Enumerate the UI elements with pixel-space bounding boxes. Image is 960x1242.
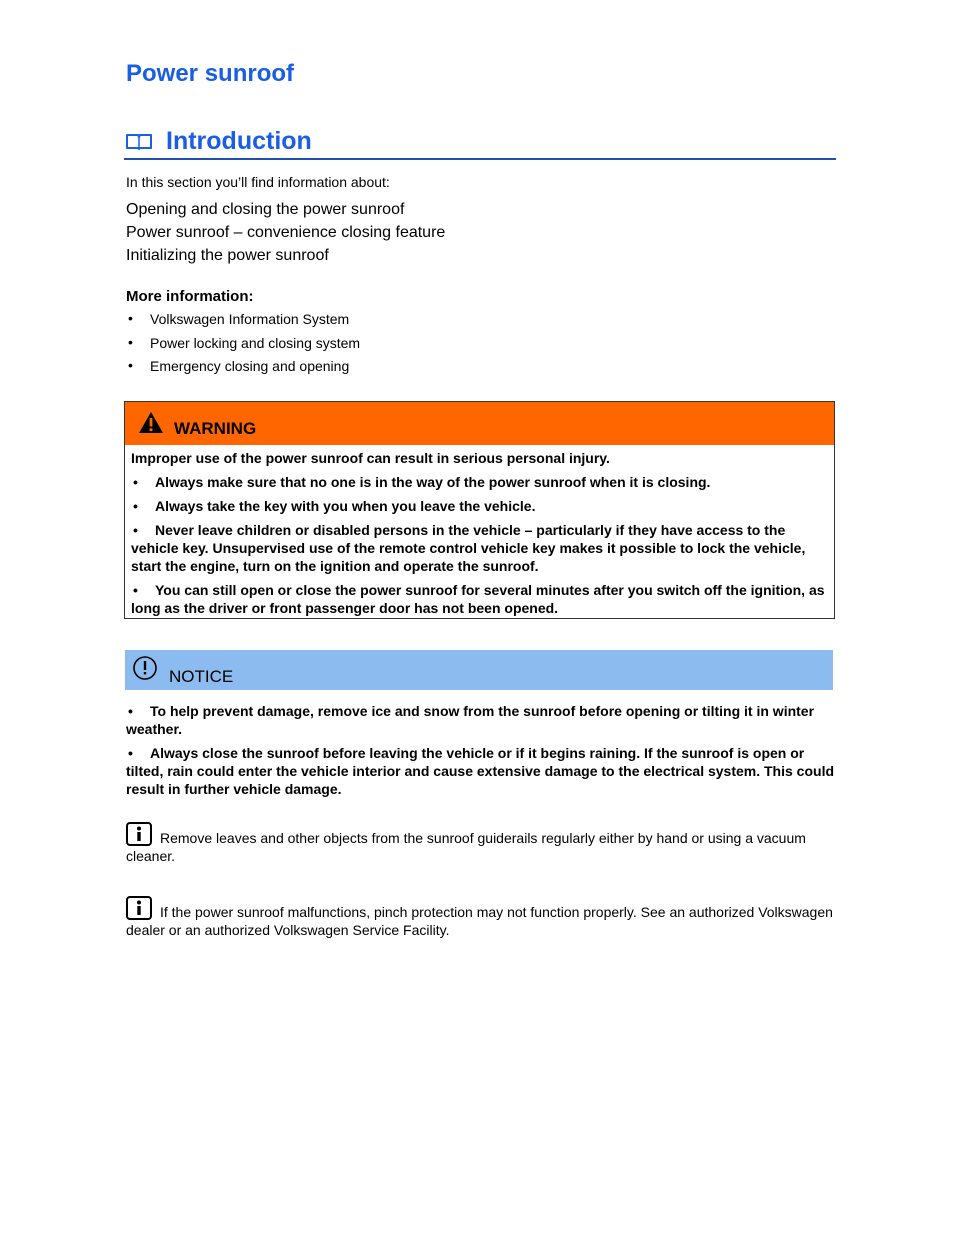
bullet: • [128, 745, 133, 761]
notice-header [125, 650, 833, 690]
info-note [126, 822, 838, 865]
topic-link[interactable]: Opening and closing the power sunroof [126, 201, 405, 218]
warning-header [125, 402, 834, 445]
warning-item-text: Never leave children or disabled persons in the vehicle – particularly if they have access to the vehicle key. Unsupervised use of the remote control vehicle key makes it possible to lock the vehicle, start the engine, turn on the ignition and operate the sunroof. [131, 522, 806, 574]
intro-text: In this section you’ll find information about: [126, 174, 390, 190]
topic-list [126, 198, 445, 267]
bullet: • [128, 703, 133, 719]
bullet: • [128, 310, 133, 326]
exclamation-circle-icon [132, 655, 158, 681]
section-header [124, 126, 836, 160]
section-title: Introduction [166, 127, 312, 155]
topic-link[interactable]: Power sunroof – convenience closing feature [126, 224, 446, 241]
bullet: • [133, 582, 138, 598]
list-item-label: Volkswagen Information System [150, 311, 350, 327]
more-information-list [126, 311, 360, 382]
info-note-text: If the power sunroof malfunctions, pinch protection may not function properly. See an authorized Volkswagen dealer or an authorized Volkswagen Service Facility. [126, 904, 833, 938]
page-title: Power sunroof [126, 60, 295, 87]
notice-item [126, 744, 838, 798]
warning-triangle-icon [138, 411, 164, 434]
topic-link[interactable]: Initializing the power sunroof [126, 247, 329, 264]
warning-item [131, 581, 828, 617]
bullet: • [128, 333, 133, 350]
bullet: • [133, 498, 138, 514]
list-item-label: Power locking and closing system [150, 334, 361, 351]
notice-item-text: To help prevent damage, remove ice and snow from the sunroof before opening or tilting it in winter weather. [126, 703, 815, 737]
more-information-heading: More information: [126, 288, 254, 305]
info-icon [126, 896, 152, 920]
notice-item [126, 702, 838, 738]
bullet: • [133, 522, 138, 538]
list-item[interactable] [126, 358, 360, 382]
bullet: • [133, 474, 138, 490]
warning-item [131, 521, 828, 575]
info-note-text: Remove leaves and other objects from the sunroof guiderails regularly either by hand or using a vacuum cleaner. [126, 830, 806, 864]
list-item-label: Emergency closing and opening [150, 358, 350, 374]
list-item[interactable] [126, 335, 360, 359]
warning-body [125, 445, 834, 617]
warning-item-text: Always make sure that no one is in the way of the power sunroof when it is closing. [155, 474, 711, 490]
warning-item-text: You can still open or close the power sunroof for several minutes after you switch off the ignition, as long as the driver or front passenger door has not been opened. [131, 582, 825, 616]
warning-lead: Improper use of the power sunroof can result in serious personal injury. [131, 450, 610, 466]
list-item[interactable] [126, 311, 360, 335]
bullet: • [128, 357, 133, 373]
warning-title: WARNING [174, 419, 257, 438]
info-note [126, 896, 838, 939]
warning-item [131, 473, 828, 491]
warning-item [131, 497, 828, 515]
warning-box [124, 401, 835, 619]
notice-item-text: Always close the sunroof before leaving the vehicle or if it begins raining. If the sunroof is open or tilted, rain could enter the vehicle interior and cause extensive damage to the electrical system. This could result in further vehicle damage. [126, 745, 835, 797]
warning-item-text: Always take the key with you when you leave the vehicle. [155, 498, 536, 514]
notice-body [126, 702, 838, 804]
book-icon [126, 132, 152, 150]
info-icon [126, 822, 152, 846]
notice-title: NOTICE [169, 667, 234, 686]
